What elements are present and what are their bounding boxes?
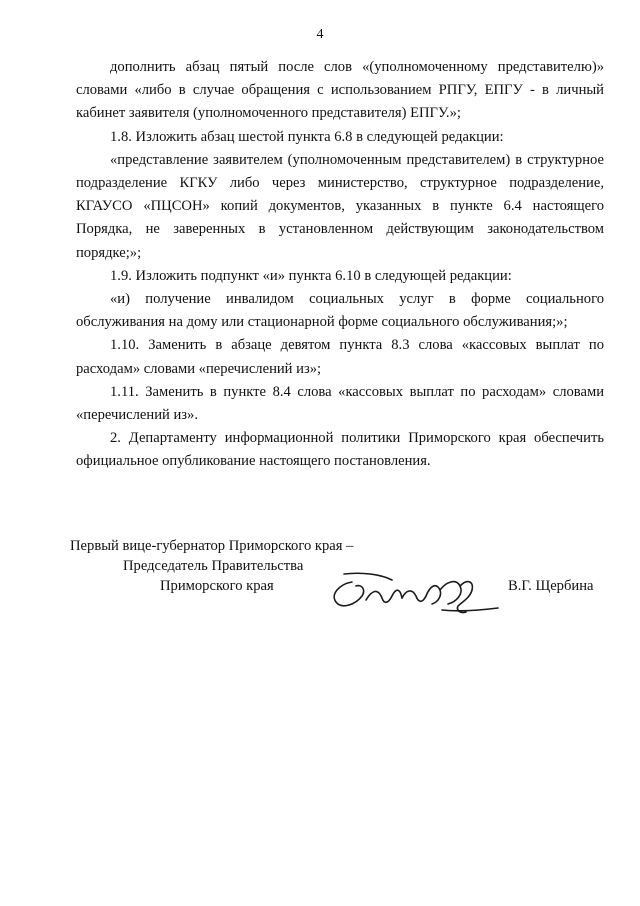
paragraph-1-9: 1.9. Изложить подпункт «и» пункта 6.10 в следующей редакции: bbox=[110, 267, 512, 284]
paragraph-1-11: 1.11. Заменить в пункте 8.4 слова «кассовых выплат по расходам» словами «перечислений из». bbox=[76, 383, 604, 424]
paragraph-1-8-text: «представление заявителем (уполномоченным представителем) в структурное подразделение КГКУ либо через министерство, структурное подразделение, КГАУСО «ПЦСОН» копий документов, указанных в пункте 6.4 настоящего Порядка, не заверенных в установленном действующим законодательством порядке;»; bbox=[76, 151, 604, 261]
paragraph-1-8: 1.8. Изложить абзац шестой пункта 6.8 в следующей редакции: bbox=[110, 128, 504, 145]
page-number: 4 bbox=[316, 27, 324, 42]
paragraph-1-9-text: «и) получение инвалидом социальных услуг в форме социального обслуживания на дому или стационарной форме социального обслуживания;»; bbox=[76, 291, 604, 331]
signer-name: В.Г. Щербина bbox=[508, 578, 594, 594]
signer-title-line-3: Приморского края bbox=[160, 578, 274, 594]
paragraph-2: 2. Департаменту информационной политики Приморского края обеспечить официальное опубликование настоящего постановления. bbox=[76, 430, 604, 470]
paragraph-amend-abzac-5: дополнить абзац пятый после слов «(уполномоченному представителю)» словами «либо в случае обращения с использованием РПГУ, ЕПГУ - в личный кабинет заявителя (уполномоченного представителя) ЕПГУ.»; bbox=[76, 59, 604, 122]
handwritten-signature-icon bbox=[322, 560, 502, 620]
signer-title-line-2: Председатель Правительства bbox=[123, 558, 304, 574]
paragraph-1-10: 1.10. Заменить в абзаце девятом пункта 8.3 слова «кассовых выплат по расходам» словами «перечислений из»; bbox=[76, 337, 604, 377]
signer-title-line-1: Первый вице-губернатор Приморского края – bbox=[70, 538, 354, 554]
